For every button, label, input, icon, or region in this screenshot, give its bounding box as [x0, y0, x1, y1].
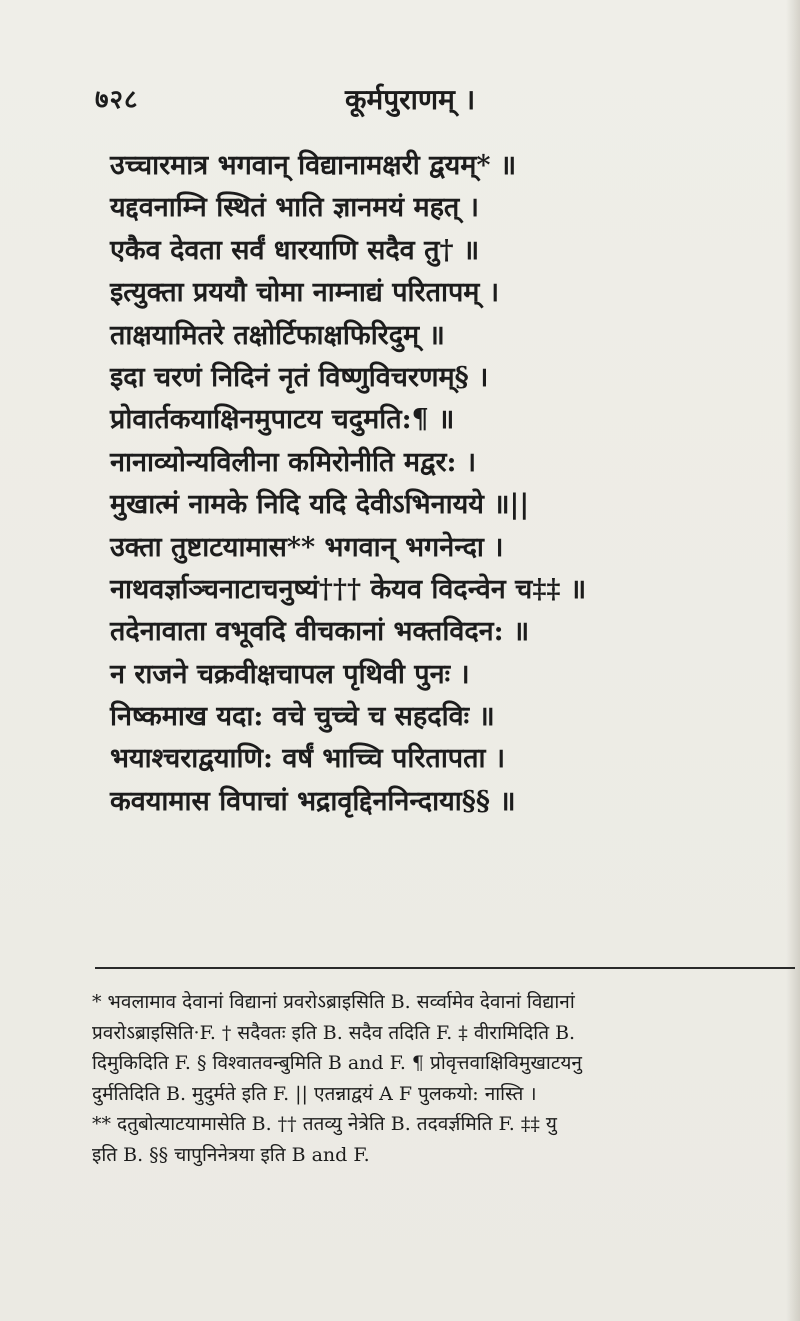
footnote-line: * भवलामाव देवानां विद्यानां प्रवरोऽब्राइसिति B. सर्व्वामेव देवानां विद्यानां	[92, 991, 575, 1013]
footnote-line: प्रवरोऽब्राइसिति·F. † सदैवतः इति B. सदैव तदिति F. ‡ वीरामिदिति B.	[92, 1021, 576, 1044]
verse-line: भयाश्चराद्वयाणि: वर्षं भाच्चि परितापता ।	[110, 743, 506, 775]
page-header	[95, 80, 715, 120]
verse-line: प्रोवार्तकयाक्षिनमुपाटय चदुमति:¶ ॥	[110, 404, 455, 436]
verse-line: इत्युक्ता प्रययौ चोमा नाम्नाद्यं परितापम् ।	[110, 277, 500, 309]
verse-line: निष्कमाख यदा: वचे चुच्चे च सहदविः ॥	[110, 701, 495, 733]
verse-line: उक्ता तुष्टाटयामास** भगवान् भगनेन्दा ।	[110, 531, 504, 563]
verse-line: इदा चरणं निदिनं नृतं विष्णुविचरणम्§ ।	[110, 361, 489, 393]
footnote-divider	[95, 967, 795, 969]
footnote-line: इति B. §§ चापुनिनेत्रया इति B and F.	[92, 1143, 370, 1166]
verse-block	[110, 145, 690, 823]
verse-line: ताक्षयामितरे तक्षोर्टिफाक्षफिरिदुम् ॥	[110, 319, 445, 351]
verse-line: कवयामास विपाचां भद्रावृद्दिननिन्दाया§§ ॥	[110, 785, 516, 817]
page-number: ७२८	[95, 85, 139, 115]
footnote-line: ** दतुबोत्याटयामासेति B. †† ततव्यु नेत्रेति B. तदवर्ज्ञमिति F. ‡‡ यु	[92, 1113, 557, 1135]
verse-line: मुखात्मं नामके निदि यदि देवीऽभिनायये ॥||	[110, 489, 530, 521]
verse-line: एकैव देवता सर्वं धारयाणि सदैव तु† ॥	[110, 234, 480, 266]
verse-line: न राजने चक्रवीक्षचापल पृथिवी पुनः ।	[110, 658, 470, 690]
verse-line: नानाव्योन्यविलीना कमिरोनीति मद्वर: ।	[110, 446, 477, 478]
footnote-line: दिमुकिदिति F. § विश्वातवन्बुमिति B and F. ¶ प्रोवृत्तवाक्षिविमुखाटयनु	[92, 1052, 582, 1074]
footnote-line: दुर्मतिदिति B. मुदुर्मते इति F. || एतन्नाद्वयं A F पुलकयो: नास्ति ।	[92, 1082, 537, 1105]
verse-line: नाथवर्ज्ञाञ्चनाटाचनुष्यं††† केयव विदन्वेन च‡‡ ॥	[110, 573, 587, 605]
verse-line: यद्दवनाम्नि स्थितं भाति ज्ञानमयं महत् ।	[110, 192, 479, 224]
footnotes	[92, 987, 792, 1170]
verse-line: उच्चारमात्र भगवान् विद्यानामक्षरी द्वयम्* ॥	[110, 150, 517, 181]
running-title: कूर्मपुराणम् ।	[345, 83, 476, 116]
verse-line: तदेनावाता वभूवदि वीचकानां भक्तविदन: ॥	[110, 616, 530, 648]
